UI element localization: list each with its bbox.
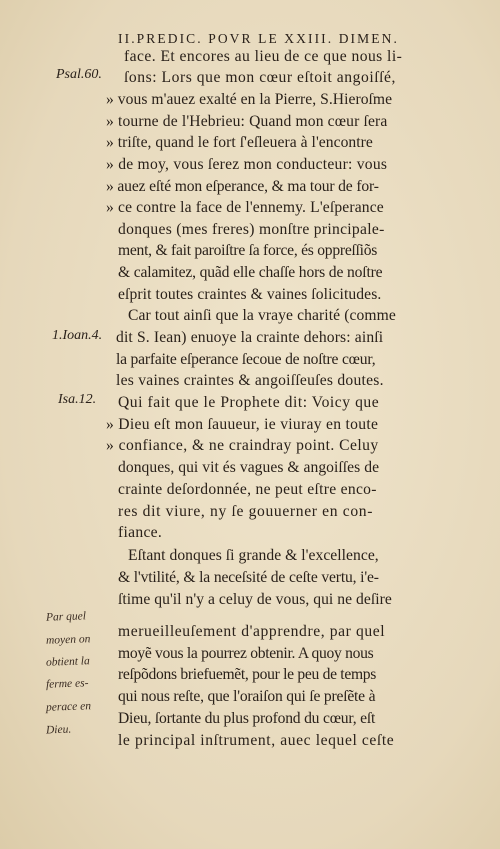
text-line: » auez eſté mon eſperance, & ma tour de for- bbox=[106, 178, 379, 195]
text-line: qui nous reſte, que l'oraiſon qui ſe preſẽte à bbox=[118, 688, 376, 705]
text-line: Qui fait que le Prophete dit: Voicy que bbox=[118, 394, 380, 411]
text-line: reſpõdons briefuemẽt, pour le peu de temps bbox=[118, 666, 377, 683]
running-header: II.PREDIC. POVR LE XXIII. DIMEN. bbox=[118, 31, 399, 46]
text-line: » tourne de l'Hebrieu: Quand mon cœur ſera bbox=[106, 113, 388, 130]
handwritten-note: Dieu. bbox=[45, 723, 72, 737]
text-line: ſtime qu'il n'y a celuy de vous, qui ne deſire bbox=[118, 591, 392, 608]
text-line: donques (mes freres) monſtre principale- bbox=[118, 221, 385, 238]
text-line: le principal inſtrument, auec lequel ceſte bbox=[118, 732, 395, 749]
text-line: moyẽ vous la pourrez obtenir. A quoy nous bbox=[118, 645, 374, 662]
text-line: fiance. bbox=[118, 524, 163, 541]
text-line: Dieu, ſortante du plus profond du cœur, eſt bbox=[118, 710, 376, 727]
text-line: ſons: Lors que mon cœur eſtoit angoiſſé, bbox=[124, 69, 396, 86]
text-line: merueilleuſement d'apprendre, par quel bbox=[118, 623, 386, 640]
text-line: » Dieu eſt mon ſauueur, ie viuray en toute bbox=[106, 416, 379, 433]
text-line: ment, & fait paroiſtre ſa force, és oppreſſiõs bbox=[118, 242, 378, 259]
handwritten-note: ferme es- bbox=[45, 677, 89, 691]
text-line: Car tout ainſi que la vraye charité (comme bbox=[128, 307, 396, 324]
text-line: & calamitez, quãd elle chaſſe hors de noſtre bbox=[118, 264, 383, 281]
margin-reference-isaiah: Isa.12. bbox=[58, 392, 97, 407]
handwritten-note: moyen on bbox=[45, 633, 91, 647]
margin-reference-john: 1.Ioan.4. bbox=[52, 328, 103, 343]
text-line: crainte deſordonnée, ne peut eſtre enco- bbox=[118, 481, 377, 498]
text-line: » triſte, quand le fort ſ'eſleuera à l'encontre bbox=[106, 134, 373, 151]
text-line: & l'vtilité, & la neceſsité de ceſte vertu, i'e- bbox=[118, 569, 379, 586]
text-line: dit S. Iean) enuoye la crainte dehors: ainſi bbox=[116, 329, 384, 346]
text-line: Eſtant donques ſi grande & l'excellence, bbox=[128, 547, 379, 564]
text-line: res dit viure, ny ſe gouuerner en con- bbox=[118, 503, 374, 520]
text-line: » confiance, & ne craindray point. Celuy bbox=[106, 437, 379, 454]
text-line: eſprit toutes craintes & vaines ſolicitudes. bbox=[118, 286, 382, 303]
margin-reference-psalm: Psal.60. bbox=[56, 67, 102, 82]
text-line: la parfaite eſperance ſecoue de noſtre cœur, bbox=[116, 351, 376, 368]
text-line: les vaines craintes & angoiſſeuſes doutes. bbox=[116, 372, 384, 389]
handwritten-note: obtient la bbox=[45, 655, 90, 669]
text-line: » de moy, vous ſerez mon conducteur: vous bbox=[106, 156, 388, 173]
text-line: » ce contre la face de l'ennemy. L'eſperance bbox=[106, 199, 384, 216]
text-line: donques, qui vit és vagues & angoiſſes de bbox=[118, 459, 380, 476]
text-line: » vous m'auez exalté en la Pierre, S.Hieroſme bbox=[106, 91, 393, 108]
handwritten-note: perace en bbox=[45, 700, 92, 714]
handwritten-note: Par quel bbox=[45, 610, 87, 624]
text-line: face. Et encores au lieu de ce que nous li- bbox=[124, 48, 403, 65]
